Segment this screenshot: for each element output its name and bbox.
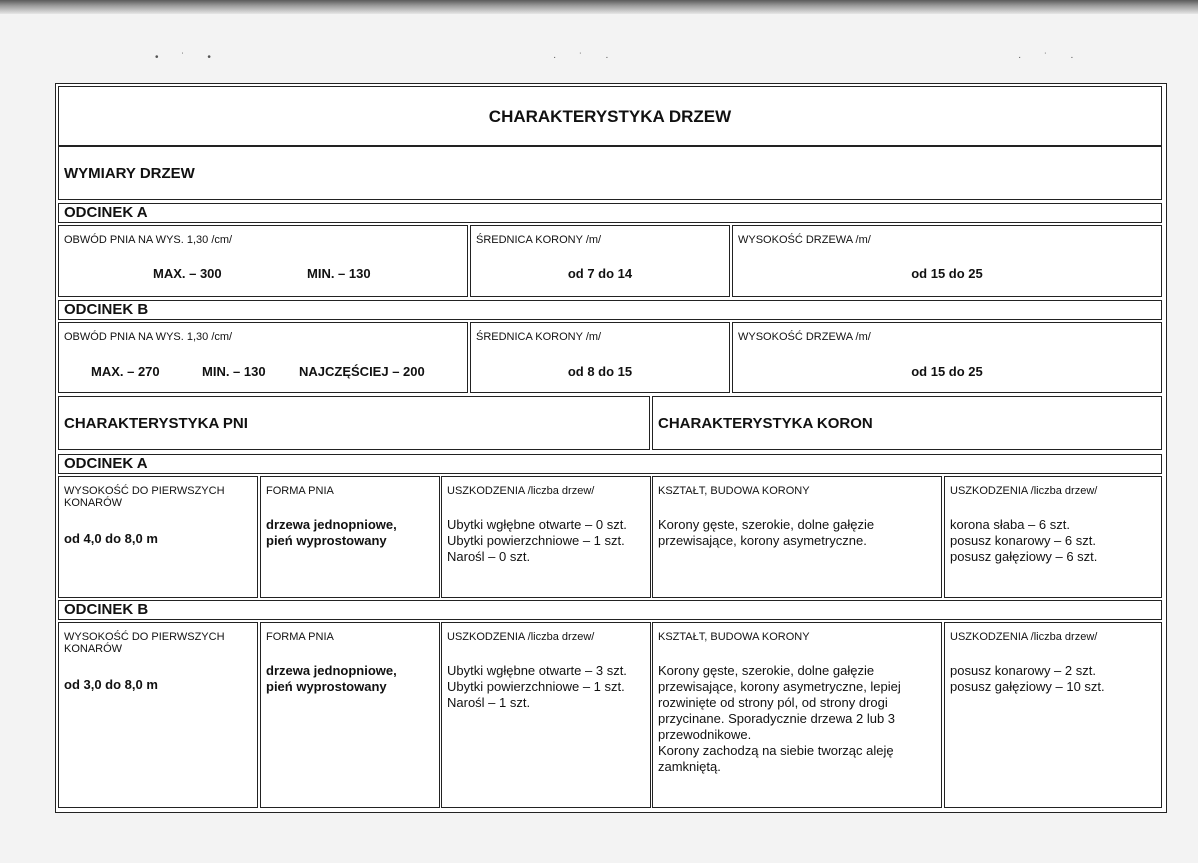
char-b-uszk-k-label: USZKODZENIA /liczba drzew/ (950, 631, 1098, 643)
char-a-ksztalt-line: Korony gęste, szerokie, dolne gałęzie (658, 517, 875, 532)
char-b-uszk-k-cell (944, 622, 1162, 808)
dim-a-heading: ODCINEK A (58, 203, 1162, 223)
dim-b-max: MAX. – 270 (91, 364, 160, 379)
dim-b-srednica-value: od 8 do 15 (567, 364, 633, 379)
char-a-uszk-line: Ubytki powierzchniowe – 1 szt. (447, 533, 625, 548)
punch-marks-left: • ˙ • (155, 52, 221, 63)
char-b-forma-line-1: drzewa jednopniowe, (266, 663, 397, 678)
char-a-wys-cell (58, 476, 258, 598)
char-b-uszk-label: USZKODZENIA /liczba drzew/ (447, 631, 595, 643)
section-pni: CHARAKTERYSTYKA PNI (58, 396, 650, 450)
dim-a-obwod-cell (58, 225, 468, 297)
char-a-uszk-k-line: korona słaba – 6 szt. (950, 517, 1070, 532)
dim-a-obwod-label: OBWÓD PNIA NA WYS. 1,30 /cm/ (64, 234, 233, 246)
dim-a-srednica-cell (470, 225, 730, 297)
char-b-forma-cell (260, 622, 440, 808)
dim-a-srednica-value: od 7 do 14 (567, 266, 633, 281)
dim-b-obwod-label: OBWÓD PNIA NA WYS. 1,30 /cm/ (64, 331, 233, 343)
char-a-wys-label: WYSOKOŚĆ DO PIERWSZYCH KONARÓW (64, 485, 225, 509)
char-a-wys-value: od 4,0 do 8,0 m (64, 531, 158, 546)
char-a-uszk-line: Ubytki wgłębne otwarte – 0 szt. (447, 517, 627, 532)
dim-b-obwod-cell (58, 322, 468, 393)
dim-b-min: MIN. – 130 (202, 364, 266, 379)
char-a-forma-cell (260, 476, 440, 598)
char-b-forma-line-2: pień wyprostowany (266, 679, 387, 694)
section-dimensions: WYMIARY DRZEW (58, 146, 1162, 200)
dim-a-max: MAX. – 300 (153, 266, 222, 281)
dim-b-heading: ODCINEK B (58, 300, 1162, 320)
char-b-uszk-line: Ubytki wgłębne otwarte – 3 szt. (447, 663, 627, 678)
char-b-uszk-line: Narośl – 1 szt. (447, 695, 531, 710)
char-a-uszk-line: Narośl – 0 szt. (447, 549, 531, 564)
dim-a-wysokosc-value: od 15 do 25 (911, 266, 983, 281)
char-a-uszk-k-line: posusz gałęziowy – 6 szt. (950, 549, 1098, 564)
dim-a-wysokosc-label: WYSOKOŚĆ DRZEWA /m/ (738, 234, 871, 246)
char-b-ksztalt-line: Korony gęste, szerokie, dolne gałęzie (658, 663, 875, 678)
char-b-uszk-line: Ubytki powierzchniowe – 1 szt. (447, 679, 625, 694)
char-a-uszk-k-cell (944, 476, 1162, 598)
dim-b-wysokosc-value: od 15 do 25 (911, 364, 983, 379)
dim-b-most: NAJCZĘŚCIEJ – 200 (299, 364, 425, 379)
char-a-forma-line-2: pień wyprostowany (266, 533, 387, 548)
char-a-forma-line-1: drzewa jednopniowe, (266, 517, 397, 532)
char-b-wys-value: od 3,0 do 8,0 m (64, 677, 158, 692)
char-a-forma-label: FORMA PNIA (266, 485, 334, 497)
dim-b-wysokosc-label: WYSOKOŚĆ DRZEWA /m/ (738, 331, 871, 343)
char-a-ksztalt-line: przewisające, korony asymetryczne. (658, 533, 867, 548)
char-b-uszk-cell (441, 622, 651, 808)
char-a-ksztalt-label: KSZTAŁT, BUDOWA KORONY (658, 485, 810, 497)
char-b-uszk-k-line: posusz gałęziowy – 10 szt. (950, 679, 1105, 694)
char-b-heading: ODCINEK B (58, 600, 1162, 620)
char-a-ksztalt-cell (652, 476, 942, 598)
dim-a-wysokosc-cell (732, 225, 1162, 297)
char-b-ksztalt-cell (652, 622, 942, 808)
dim-b-srednica-cell (470, 322, 730, 393)
char-b-ksztalt-label: KSZTAŁT, BUDOWA KORONY (658, 631, 810, 643)
section-koron: CHARAKTERYSTYKA KORON (652, 396, 1162, 450)
dim-b-wysokosc-cell (732, 322, 1162, 393)
dim-a-srednica-label: ŚREDNICA KORONY /m/ (476, 234, 602, 246)
char-b-ksztalt-line: zamkniętą. (658, 759, 721, 774)
dim-a-min: MIN. – 130 (307, 266, 371, 281)
char-b-ksztalt-line: przewisające, korony asymetryczne, lepiej (658, 679, 901, 694)
char-b-wys-cell (58, 622, 258, 808)
char-b-ksztalt-line: Korony zachodzą na siebie tworząc aleję (658, 743, 894, 758)
char-b-ksztalt-line: przewodnikowe. (658, 727, 752, 742)
char-b-ksztalt-line: rozwinięte od strony pól, od strony drogi (658, 695, 888, 710)
char-a-uszk-k-line: posusz konarowy – 6 szt. (950, 533, 1096, 548)
char-b-uszk-k-line: posusz konarowy – 2 szt. (950, 663, 1096, 678)
punch-marks-right: · ˙ · (1018, 52, 1084, 63)
char-a-uszk-label: USZKODZENIA /liczba drzew/ (447, 485, 595, 497)
punch-marks-center: · ˙ · (553, 52, 619, 63)
char-a-uszk-cell (441, 476, 651, 598)
scan-top-edge (0, 0, 1198, 14)
char-a-uszk-k-label: USZKODZENIA /liczba drzew/ (950, 485, 1098, 497)
dim-b-srednica-label: ŚREDNICA KORONY /m/ (476, 331, 602, 343)
char-b-wys-label: WYSOKOŚĆ DO PIERWSZYCH KONARÓW (64, 631, 225, 655)
char-b-ksztalt-line: przycinane. Sporadycznie drzewa 2 lub 3 (658, 711, 896, 726)
char-b-forma-label: FORMA PNIA (266, 631, 334, 643)
char-a-heading: ODCINEK A (58, 454, 1162, 474)
page-title: CHARAKTERYSTYKA DRZEW (58, 86, 1162, 146)
